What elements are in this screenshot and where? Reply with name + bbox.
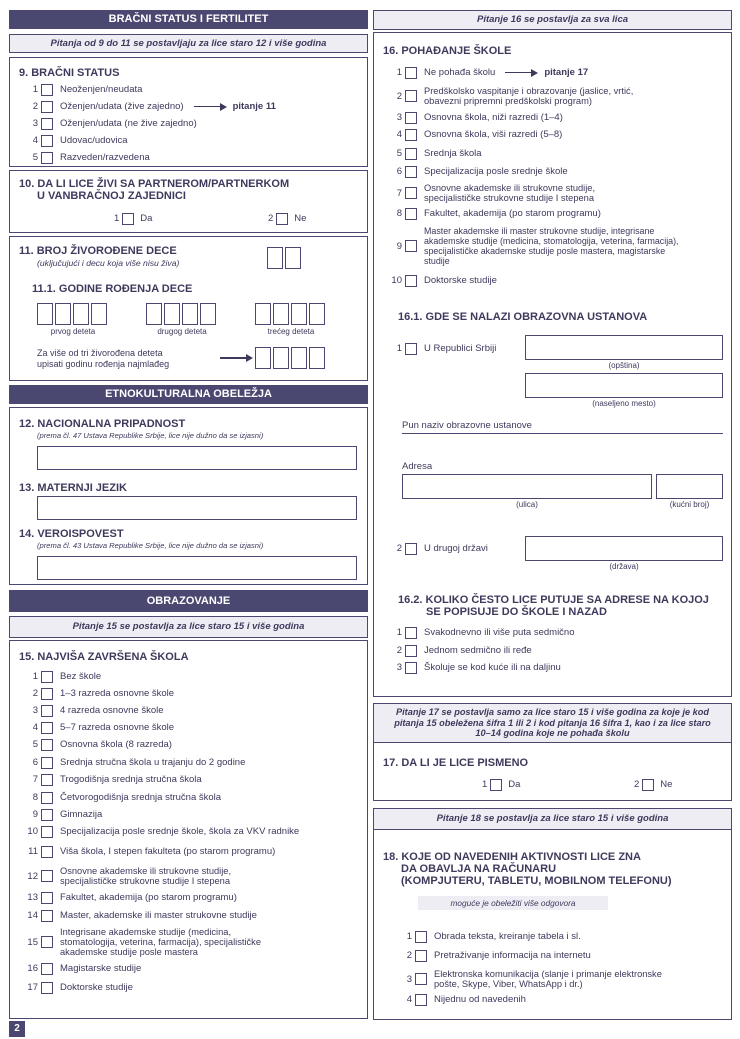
q16-note: Pitanje 16 se postavlja za sva lica (374, 11, 731, 29)
checkbox[interactable] (41, 870, 53, 882)
checkbox[interactable] (122, 213, 134, 225)
q15-option-15[interactable]: 15 Integrisane akademske studije (medicina, stomatologija, veterina, farmacija), specijalističke akademske studije posle mastera (27, 927, 261, 957)
q17-title: 17. DA LI JE LICE PISMENO (383, 757, 529, 769)
checkbox[interactable] (405, 166, 417, 178)
checkbox[interactable] (41, 722, 53, 734)
marital-header: BRAČNI STATUS I FERTILITET (9, 10, 368, 29)
checkbox[interactable] (41, 774, 53, 786)
settlement-field[interactable] (525, 373, 723, 398)
q15-option-11[interactable]: 11 Viša škola, I stepen fakulteta (po starom programu) (28, 846, 276, 857)
q11-title: 11. BROJ ŽIVOROĐENE DECE (19, 245, 177, 257)
checkbox[interactable] (642, 779, 654, 791)
q18-title-line3: (KOMPJUTERU, TABLETU, MOBILNOM TELEFONU) (401, 875, 672, 887)
checkbox[interactable] (405, 543, 417, 555)
q16-option-9[interactable]: 9 Master akademske ili master strukovne studije, integrisane akademske studije (medicina, stomatologija, veterina, farmacija), specijalističke akademske studije posle mastera, magistarske studije (396, 226, 679, 266)
child3-caption: trećeg deteta (267, 327, 315, 336)
q9-option-2[interactable]: 2 Oženjen/udata (žive zajedno) pitanje 11 (32, 101, 276, 112)
q16-note-box (373, 10, 732, 30)
checkbox[interactable] (405, 208, 417, 220)
q16-option-4[interactable]: 4 Osnovna škola, viši razredi (5–8) (396, 129, 563, 140)
checkbox[interactable] (405, 129, 417, 141)
q15-option-13[interactable]: 13 Fakultet, akademija (po starom programu) (27, 892, 237, 903)
q18-option-1[interactable]: 1 Obrada teksta, kreiranje tabela i sl. (406, 931, 581, 942)
q161-option-1[interactable]: 1 U Republici Srbiji (396, 343, 497, 354)
checkbox[interactable] (41, 739, 53, 751)
q15-option-10[interactable]: 10 Specijalizacija posle srednje škole, škola za VKV radnike (27, 826, 300, 837)
checkbox[interactable] (41, 892, 53, 904)
q11-box (9, 236, 368, 381)
q18-option-4[interactable]: 4 Nijednu od navedenih (406, 994, 526, 1005)
q18-title-line1: 18. KOJE OD NAVEDENIH AKTIVNOSTI LICE ZNA (383, 851, 641, 863)
arrow-right-icon (194, 103, 227, 111)
q9-option-1[interactable]: 1 Neoženjen/neudata (32, 84, 143, 95)
ethno-box (9, 407, 368, 585)
checkbox[interactable] (41, 152, 53, 164)
mother-tongue-field[interactable] (37, 496, 357, 520)
edu-note-box (9, 616, 368, 638)
checkbox[interactable] (415, 973, 427, 985)
q15-option-8[interactable]: 8 Četvorogodišnja srednja stručna škola (32, 792, 222, 803)
q10-title-line1: 10. DA LI LICE ŽIVI SA PARTNEROM/PARTNERKOM (19, 178, 290, 190)
q9-box (9, 57, 368, 167)
address-label: Adresa (402, 461, 433, 472)
street-field[interactable] (402, 474, 652, 499)
checkbox[interactable] (405, 662, 417, 674)
house-number-caption: (kućni broj) (669, 500, 710, 509)
checkbox[interactable] (276, 213, 288, 225)
q15-option-9[interactable]: 9 Gimnazija (32, 809, 103, 820)
checkbox[interactable] (41, 688, 53, 700)
marital-note: Pitanja od 9 do 11 se postavljaju za lice staro 12 i više godina (10, 35, 367, 52)
checkbox[interactable] (41, 671, 53, 683)
q15-option-14[interactable]: 14 Master, akademske ili master strukovne studije (27, 910, 257, 921)
q11-sub: (uključujući i decu koja više nisu živa) (37, 258, 180, 268)
q15-option-6[interactable]: 6 Srednja stručna škola u trajanju do 2 godine (32, 757, 246, 768)
edu-note: Pitanje 15 se postavlja za lice staro 15 i više godina (10, 617, 367, 637)
q15-option-16[interactable]: 16 Magistarske studije (27, 963, 142, 974)
q16-option-7[interactable]: 7 Osnovne akademske ili strukovne studije, specijalističke strukovne studije I stepena (396, 183, 596, 203)
q16-option-3[interactable]: 3 Osnovna škola, niži razredi (1–4) (396, 112, 563, 123)
q10-yes[interactable]: 1 Da (114, 213, 153, 224)
checkbox[interactable] (41, 757, 53, 769)
checkbox[interactable] (405, 645, 417, 657)
checkbox[interactable] (405, 187, 417, 199)
q9-option-4[interactable]: 4 Udovac/udovica (32, 135, 128, 146)
q16-box (373, 32, 732, 697)
q9-title: 9. BRAČNI STATUS (19, 67, 120, 79)
q12-sub: (prema čl. 47 Ustava Republike Srbije, lice nije dužno da se izjasni) (37, 431, 264, 440)
q162-option-1[interactable]: 1 Svakodnevno ili više puta sedmično (396, 627, 575, 638)
q18-note: Pitanje 18 se postavlja za lice staro 15 i više godina (374, 809, 731, 830)
checkbox[interactable] (41, 846, 53, 858)
ethno-header-box (9, 385, 368, 404)
q15-box (9, 640, 368, 1019)
q162-title-line1: 16.2. KOLIKO ČESTO LICE PUTUJE SA ADRESE NA KOJOJ (398, 594, 709, 606)
child1-year-boxes[interactable] (37, 303, 109, 325)
checkbox[interactable] (41, 792, 53, 804)
q15-option-1[interactable]: 1 Bez škole (32, 671, 102, 682)
settlement-caption: (naseljeno mesto) (592, 399, 656, 408)
edu-header-box (9, 590, 368, 612)
q18-box (373, 808, 732, 1020)
q162-option-3[interactable]: 3 Školuje se kod kuće ili na daljinu (396, 662, 561, 673)
q161-title: 16.1. GDE SE NALAZI OBRAZOVNA USTANOVA (398, 311, 648, 323)
checkbox[interactable] (41, 118, 53, 130)
edu-header: OBRAZOVANJE (9, 590, 368, 612)
q15-option-5[interactable]: 5 Osnovna škola (8 razreda) (32, 739, 172, 750)
more-children-line1: Za više od tri živorođena deteta (37, 348, 163, 358)
q14-title: 14. VEROISPOVEST (19, 528, 124, 540)
more-children-line2: upisati godinu rođenja najmlađeg (37, 359, 170, 369)
street-caption: (ulica) (516, 500, 538, 509)
institution-name-line[interactable] (402, 433, 723, 434)
municipality-caption: (opština) (608, 361, 640, 370)
child1-caption: prvog deteta (50, 327, 96, 336)
institution-name-label: Pun naziv obrazovne ustanove (402, 420, 532, 431)
checkbox[interactable] (490, 779, 502, 791)
q16-option-10[interactable]: 10 Doktorske studije (391, 275, 497, 286)
marital-note-box (9, 34, 368, 53)
q10-title-line2: U VANBRAČNOJ ZAJEDNICI (37, 190, 186, 202)
q16-option-8[interactable]: 8 Fakultet, akademija (po starom programu) (396, 208, 601, 219)
child3-year-boxes[interactable] (255, 303, 327, 325)
religion-field[interactable] (37, 556, 357, 580)
checkbox[interactable] (405, 275, 417, 287)
q18-option-3[interactable]: 3 Elektronska komunikacija (slanje i primanje elektronske pošte, Skype, Viber, WhatsApp i dr.) (406, 969, 662, 989)
q10-no[interactable]: 2 Ne (268, 213, 307, 224)
q15-option-3[interactable]: 3 4 razreda osnovne škole (32, 705, 164, 716)
q161-option-2[interactable]: 2 U drugoj državi (396, 543, 488, 554)
checkbox[interactable] (41, 705, 53, 717)
page-number: 2 (9, 1021, 25, 1037)
q17-yes[interactable]: 1 Da (482, 779, 521, 790)
ethno-header: ETNOKULTURALNA OBELEŽJA (9, 385, 368, 404)
checkbox[interactable] (415, 994, 427, 1006)
checkbox[interactable] (415, 931, 427, 943)
checkbox[interactable] (41, 84, 53, 96)
checkbox[interactable] (41, 809, 53, 821)
q15-option-4[interactable]: 4 5–7 razreda osnovne škole (32, 722, 175, 733)
checkbox[interactable] (405, 343, 417, 355)
q162-option-2[interactable]: 2 Jednom sedmično ili ređe (396, 645, 532, 656)
q12-title: 12. NACIONALNA PRIPADNOST (19, 418, 186, 430)
checkbox[interactable] (41, 101, 53, 113)
checkbox[interactable] (405, 240, 417, 252)
q9-option-3[interactable]: 3 Oženjen/udata (ne žive zajedno) (32, 118, 197, 129)
checkbox[interactable] (405, 67, 417, 79)
q15-option-12[interactable]: 12 Osnovne akademske ili strukovne studije, specijalističke strukovne studije I stepena (27, 866, 232, 886)
q111-title: 11.1. GODINE ROĐENJA DECE (32, 283, 193, 295)
checkbox[interactable] (405, 90, 417, 102)
q17-no[interactable]: 2 Ne (634, 779, 673, 790)
q9-option-5[interactable]: 5 Razveden/razvedena (32, 152, 150, 163)
q16-option-2[interactable]: 2 Predškolsko vaspitanje i obrazovanje (jaslice, vrtić, obavezni pripremni predškolski program) (396, 86, 634, 106)
q17-box (373, 703, 732, 801)
child2-year-boxes[interactable] (146, 303, 218, 325)
q13-title: 13. MATERNJI JEZIK (19, 482, 127, 494)
q18-option-2[interactable]: 2 Pretraživanje informacija na internetu (406, 950, 591, 961)
checkbox[interactable] (41, 135, 53, 147)
municipality-field[interactable] (525, 335, 723, 360)
checkbox[interactable] (405, 627, 417, 639)
checkbox[interactable] (41, 910, 53, 922)
checkbox[interactable] (405, 148, 417, 160)
checkbox[interactable] (415, 950, 427, 962)
q11-count-boxes[interactable] (267, 247, 303, 269)
country-field[interactable] (525, 536, 723, 561)
q162-title-line2: SE POPISUJE DO ŠKOLE I NAZAD (426, 606, 607, 618)
q16-option-5[interactable]: 5 Srednja škola (396, 148, 482, 159)
checkbox[interactable] (41, 936, 53, 948)
house-number-field[interactable] (656, 474, 723, 499)
child2-caption: drugog deteta (157, 327, 207, 336)
youngest-child-year-boxes[interactable] (255, 347, 327, 369)
q17-note: Pitanje 17 se postavlja samo za lice staro 15 i više godina za koje je kod pitanja 15 obeležena šifra 1 ili 2 i kod pitanja 16 šifra 1, kao i za lice staro 10–14 godina koje ne pohađa školu (374, 704, 731, 743)
arrow-right-icon (220, 354, 253, 362)
q14-sub: (prema čl. 43 Ustava Republike Srbije, lice nije dužno da se izjasni) (37, 541, 264, 550)
q10-box (9, 170, 368, 233)
arrow-right-icon (505, 69, 538, 77)
checkbox[interactable] (41, 982, 53, 994)
checkbox[interactable] (41, 826, 53, 838)
q15-option-2[interactable]: 2 1–3 razreda osnovne škole (32, 688, 175, 699)
country-caption: (država) (609, 562, 639, 571)
q18-hint: moguće je obeležiti više odgovora (418, 896, 608, 910)
q16-option-6[interactable]: 6 Specijalizacija posle srednje škole (396, 166, 568, 177)
checkbox[interactable] (41, 963, 53, 975)
nationality-field[interactable] (37, 446, 357, 470)
q15-option-17[interactable]: 17 Doktorske studije (27, 982, 133, 993)
q18-title-line2: DA OBAVLJA NA RAČUNARU (401, 863, 557, 875)
q16-option-1[interactable]: 1 Ne pohađa školu pitanje 17 (396, 67, 589, 78)
q15-title: 15. NAJVIŠA ZAVRŠENA ŠKOLA (19, 651, 189, 663)
checkbox[interactable] (405, 112, 417, 124)
q16-title: 16. POHAĐANJE ŠKOLE (383, 45, 512, 57)
q15-option-7[interactable]: 7 Trogodišnja srednja stručna škola (32, 774, 202, 785)
